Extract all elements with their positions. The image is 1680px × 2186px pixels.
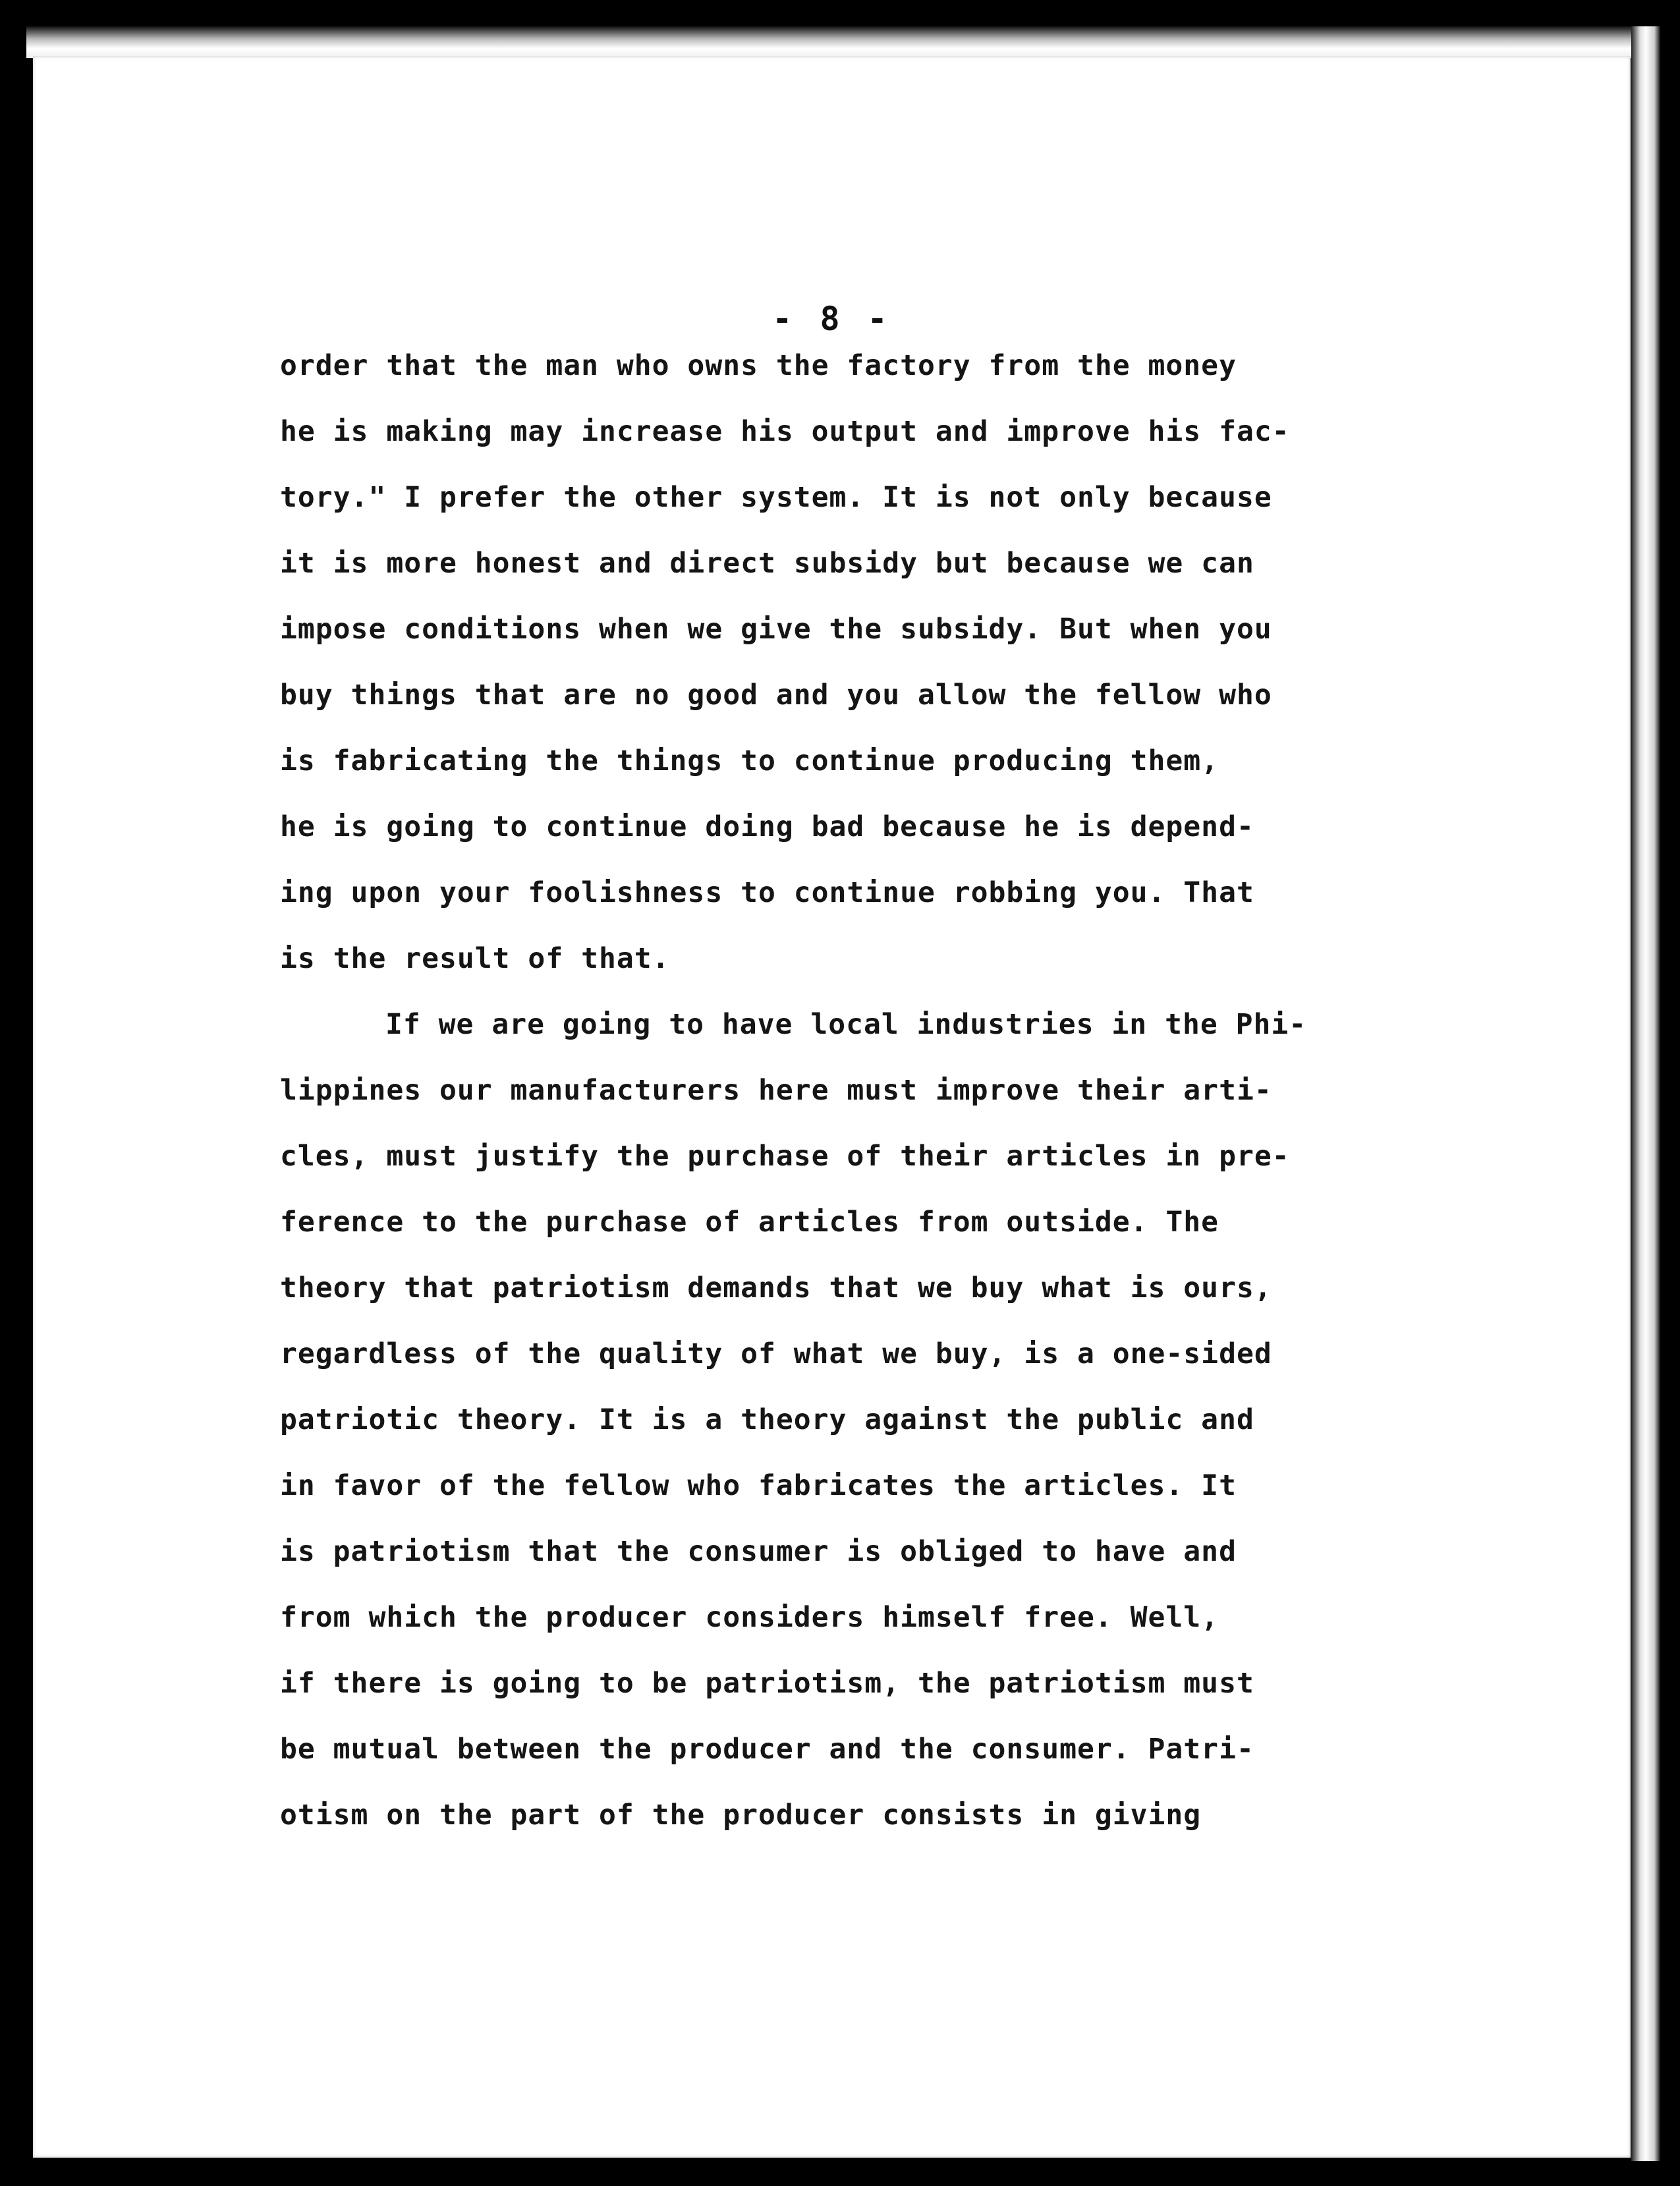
text-line: is fabricating the things to continue producing them, (280, 744, 1219, 777)
paragraph-start-line: If we are going to have local industries in the Phi- (385, 1008, 1307, 1041)
text-line: be mutual between the producer and the consumer. Patri- (280, 1733, 1254, 1766)
typed-text-body (280, 333, 1499, 1848)
text-line: regardless of the quality of what we buy, is a one-sided (280, 1337, 1272, 1370)
text-line: he is going to continue doing bad because he is depend- (280, 810, 1254, 843)
text-line: buy things that are no good and you allow the fellow who (280, 679, 1272, 712)
page-edge-top (26, 26, 1654, 58)
text-line: if there is going to be patriotism, the patriotism must (280, 1667, 1254, 1700)
text-line: is patriotism that the consumer is obliged to have and (280, 1535, 1237, 1568)
text-line: cles, must justify the purchase of their articles in pre- (280, 1140, 1290, 1173)
text-line: ing upon your foolishness to continue robbing you. That (280, 876, 1254, 909)
text-line: otism on the part of the producer consists in giving (280, 1799, 1202, 1832)
text-line: tory." I prefer the other system. It is not only because (280, 481, 1272, 514)
page-edge-right (1631, 26, 1660, 2161)
text-line: in favor of the fellow who fabricates the articles. It (280, 1469, 1237, 1502)
text-line: theory that patriotism demands that we buy what is ours, (280, 1272, 1272, 1304)
text-line: impose conditions when we give the subsidy. But when you (280, 613, 1272, 646)
text-line: it is more honest and direct subsidy but because we can (280, 547, 1254, 580)
text-line: patriotic theory. It is a theory against the public and (280, 1403, 1254, 1436)
text-line: from which the producer considers himself free. Well, (280, 1601, 1219, 1634)
text-line: order that the man who owns the factory from the money (280, 349, 1237, 382)
text-line: he is making may increase his output and improve his fac- (280, 415, 1290, 448)
text-line: ference to the purchase of articles from outside. The (280, 1206, 1219, 1239)
text-line: lippines our manufacturers here must improve their arti- (280, 1074, 1272, 1107)
page-number: - 8 - (772, 300, 891, 338)
text-line: is the result of that. (280, 942, 670, 975)
